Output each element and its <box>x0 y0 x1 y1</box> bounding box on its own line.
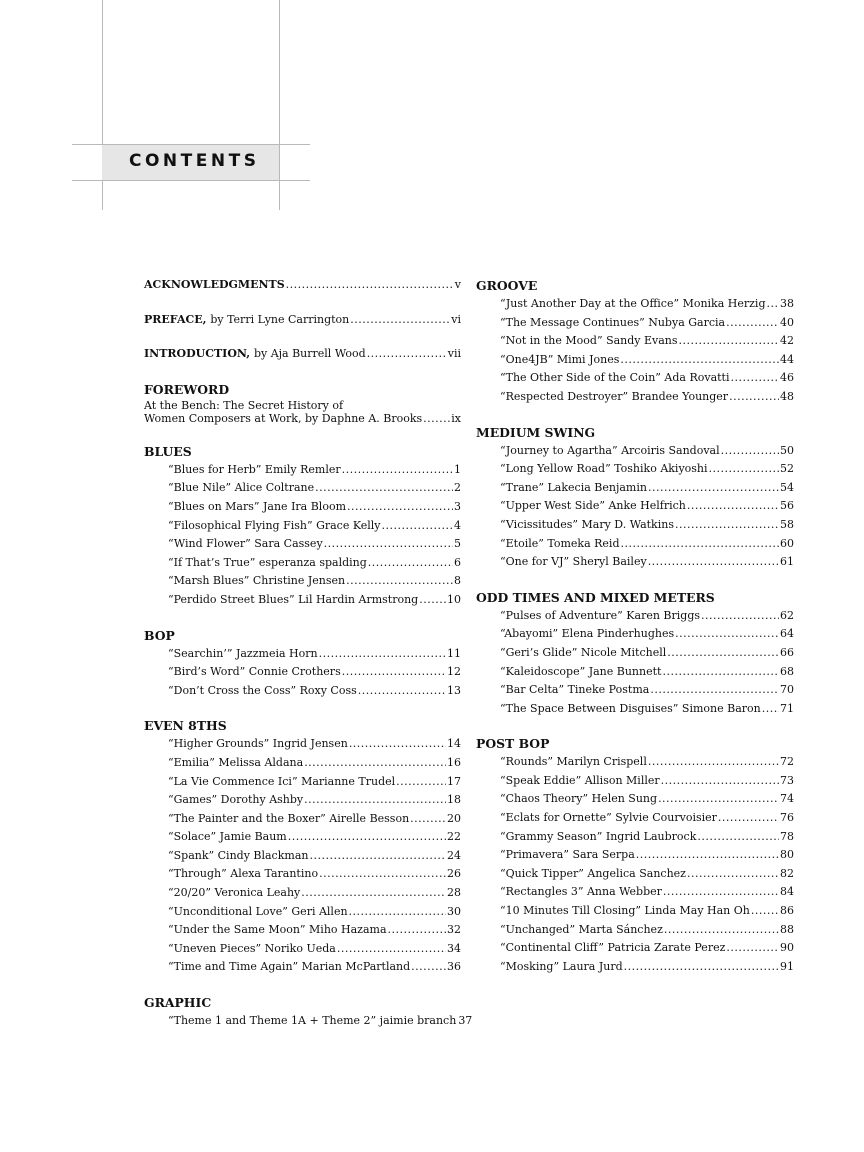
leader-dots <box>620 535 779 554</box>
entry-title: “Unchanged” Marta Sánchez <box>500 922 663 936</box>
leader-dots <box>762 700 779 719</box>
toc-entry[interactable] <box>500 460 794 479</box>
toc-entry[interactable] <box>168 828 461 847</box>
page-number: 62 <box>780 608 794 622</box>
entry-title: “Trane” Lakecia Benjamin <box>500 480 647 494</box>
left-sections <box>144 442 473 1031</box>
toc-entry[interactable] <box>168 903 461 922</box>
toc-entry[interactable] <box>500 351 794 370</box>
page-number: 82 <box>780 866 794 880</box>
entry-title: “Abayomi” Elena Pinderhughes <box>500 627 675 641</box>
leader-dots <box>346 572 453 591</box>
leader-dots <box>396 773 446 792</box>
leader-dots <box>650 681 779 700</box>
toc-entry[interactable] <box>500 921 794 940</box>
toc-entry[interactable] <box>168 940 461 959</box>
section-heading: BOP <box>144 627 175 643</box>
page-number: 40 <box>780 315 794 329</box>
entry-title: “Long Yellow Road” Toshiko Akiyoshi <box>500 462 708 476</box>
entry-title: “Blue Nile” Alice Coltrane <box>168 481 315 495</box>
toc-entry[interactable] <box>500 625 794 644</box>
entry-title: “Higher Grounds” Ingrid Jensen <box>168 737 348 751</box>
leader-dots <box>687 865 779 884</box>
page-number: vii <box>447 347 461 361</box>
toc-entry[interactable] <box>500 553 794 572</box>
leader-dots <box>411 958 446 977</box>
leader-dots <box>367 345 447 364</box>
leader-dots <box>636 846 779 865</box>
leader-dots <box>624 958 779 977</box>
page-number: 70 <box>780 683 794 697</box>
leader-dots <box>286 276 454 295</box>
leader-dots <box>368 554 453 573</box>
section-heading: POST BOP <box>476 736 550 752</box>
leader-dots <box>675 625 779 644</box>
toc-entry[interactable] <box>168 958 461 977</box>
section-blues <box>144 442 461 610</box>
toc-entry[interactable] <box>500 865 794 884</box>
foreword-heading: FOREWORD <box>144 381 230 397</box>
toc-entry[interactable] <box>168 1012 473 1031</box>
entry-title: “If That’s True” esperanza spalding <box>168 555 367 569</box>
entry-title: “Blues for Herb” Emily Remler <box>168 462 341 476</box>
entry-title: “The Other Side of the Coin” Ada Rovatti <box>500 371 730 385</box>
page-number: 66 <box>780 645 794 659</box>
page-number: vi <box>451 312 461 326</box>
front-matter-byline: by Terri Lyne Carrington <box>210 312 350 326</box>
leader-dots <box>751 902 779 921</box>
section-graphic <box>144 993 473 1031</box>
toc-entry[interactable] <box>500 516 794 535</box>
entry-title: “Quick Tipper” Angelica Sanchez <box>500 866 686 880</box>
entry-title: “Just Another Day at the Office” Monika Herzig <box>500 297 766 310</box>
leader-dots <box>648 753 779 772</box>
toc-entry[interactable] <box>168 735 461 754</box>
leader-dots <box>709 460 779 479</box>
toc-entry[interactable] <box>168 498 461 517</box>
page-number: 36 <box>447 960 461 974</box>
page-number: 88 <box>780 922 794 936</box>
entry-title: “The Painter and the Boxer” Airelle Besson <box>168 811 410 825</box>
leader-dots <box>697 828 779 847</box>
page-number: 50 <box>780 443 794 457</box>
entry-title: “The Space Between Disguises” Simone Baron <box>500 701 761 715</box>
toc-entry[interactable] <box>168 754 461 773</box>
leader-dots <box>288 828 446 847</box>
page-number: 71 <box>780 701 794 715</box>
toc-entry[interactable] <box>500 772 794 791</box>
foreword-entry[interactable] <box>144 412 461 426</box>
page-number: 56 <box>780 499 794 513</box>
toc-entry[interactable] <box>500 700 794 719</box>
leader-dots <box>342 461 453 480</box>
page-number: 38 <box>780 297 794 310</box>
toc-entry[interactable] <box>168 810 461 829</box>
toc-entry[interactable] <box>500 790 794 809</box>
section-even-8ths <box>144 716 461 977</box>
leader-dots <box>767 295 780 314</box>
page-number: 44 <box>780 352 794 366</box>
toc-entry[interactable] <box>500 902 794 921</box>
page-number: 61 <box>780 555 794 569</box>
page-number: 68 <box>780 664 794 678</box>
leader-dots <box>667 644 779 663</box>
toc-entry[interactable] <box>168 865 461 884</box>
toc-entry[interactable] <box>168 554 461 573</box>
toc-entry[interactable] <box>168 517 461 536</box>
page-title: CONTENTS <box>129 151 260 171</box>
entry-title: “Emilia” Melissa Aldana <box>168 755 304 769</box>
toc-entry[interactable] <box>500 295 794 314</box>
page-number: 26 <box>447 867 461 881</box>
page-number: 37 <box>458 1014 473 1028</box>
entry-title: “Uneven Pieces” Noriko Ueda <box>168 941 336 955</box>
page-number: 22 <box>447 830 461 844</box>
entry-title: “Solace” Jamie Baum <box>168 830 287 844</box>
leader-dots <box>319 645 446 664</box>
toc-entry[interactable] <box>500 939 794 958</box>
entry-title: “Not in the Mood” Sandy Evans <box>500 334 678 348</box>
page-number: 20 <box>447 811 461 825</box>
front-matter-list <box>144 276 461 364</box>
page-number: v <box>454 278 461 291</box>
toc-entry[interactable] <box>500 644 794 663</box>
entry-title: “Rectangles 3” Anna Webber <box>500 885 662 899</box>
entry-title: “Chaos Theory” Helen Sung <box>500 792 658 806</box>
entry-title: “Bird’s Word” Connie Crothers <box>168 665 341 679</box>
page-number: 86 <box>780 904 794 918</box>
toc-entry[interactable] <box>168 773 461 792</box>
entry-title: “Through” Alexa Tarantino <box>168 867 319 881</box>
entry-title: “Perdido Street Blues” Lil Hardin Armstrong <box>168 592 419 606</box>
leader-dots <box>658 790 779 809</box>
leader-dots <box>701 607 779 626</box>
leader-dots <box>730 369 779 388</box>
page-number: ix <box>451 412 461 426</box>
toc-entry[interactable] <box>168 572 461 591</box>
entry-title: “Geri’s Glide” Nicole Mitchell <box>500 645 667 659</box>
page-number: 58 <box>780 517 794 531</box>
page-number: 72 <box>780 755 794 769</box>
leader-dots <box>648 553 779 572</box>
entry-title: “Mosking” Laura Jurd <box>500 959 623 973</box>
entry-title: “Under the Same Moon” Miho Hazama <box>168 923 387 937</box>
section-odd-times-and-mixed-meters <box>476 588 794 719</box>
toc-column-left <box>144 276 473 1031</box>
leader-dots <box>729 388 779 407</box>
section-heading: BLUES <box>144 443 192 459</box>
leader-dots <box>319 865 446 884</box>
page-number: 84 <box>780 885 794 899</box>
entry-title: “Kaleidoscope” Jane Bunnett <box>500 664 662 678</box>
section-heading: MEDIUM SWING <box>476 424 596 440</box>
entry-title: “Eclats for Ornette” Sylvie Courvoisier <box>500 811 717 825</box>
page-number: 42 <box>780 334 794 348</box>
leader-dots <box>304 754 446 773</box>
leader-dots <box>675 516 779 535</box>
front-matter-title <box>144 276 285 295</box>
toc-entry[interactable] <box>500 681 794 700</box>
entry-title: “10 Minutes Till Closing” Linda May Han Oh <box>500 904 750 918</box>
front-matter-title <box>144 345 366 364</box>
section-medium-swing <box>476 423 794 572</box>
page-number: 3 <box>454 499 461 513</box>
entry-title: “La Vie Commence Ici” Marianne Trudel <box>168 774 396 788</box>
foreword-subtitle-2: Women Composers at Work, by Daphne A. Brooks <box>144 412 423 426</box>
leader-dots <box>337 940 446 959</box>
toc-entry[interactable] <box>168 535 461 554</box>
leader-dots <box>687 497 779 516</box>
leader-dots <box>648 479 779 498</box>
page-number: 8 <box>454 574 461 588</box>
page-number: 18 <box>447 793 461 807</box>
toc-entry[interactable] <box>500 883 794 902</box>
leader-dots <box>726 314 779 333</box>
toc-entry[interactable] <box>500 846 794 865</box>
frame-line-bottom <box>72 180 310 181</box>
toc-entry[interactable] <box>168 591 461 610</box>
foreword-subtitle: At the Bench: The Secret History of <box>144 398 344 412</box>
toc-entry[interactable] <box>500 442 794 461</box>
entry-title: “Journey to Agartha” Arcoiris Sandoval <box>500 443 720 457</box>
page-number: 52 <box>780 462 794 476</box>
leader-dots <box>419 591 446 610</box>
leader-dots <box>721 442 779 461</box>
front-matter-heading: INTRODUCTION, <box>144 347 251 361</box>
page-number: 74 <box>780 792 794 806</box>
section-heading: ODD TIMES AND MIXED METERS <box>476 589 715 605</box>
toc-entry[interactable] <box>500 607 794 626</box>
leader-dots <box>347 498 453 517</box>
toc-entry[interactable] <box>500 479 794 498</box>
page-number: 91 <box>780 959 794 973</box>
page-number: 1 <box>454 462 461 476</box>
entry-title: “Marsh Blues” Christine Jensen <box>168 574 346 588</box>
page-number: 16 <box>447 755 461 769</box>
page-number: 80 <box>780 848 794 862</box>
front-matter-acknowledgments[interactable] <box>144 276 461 295</box>
section-groove <box>476 276 794 407</box>
leader-dots <box>349 903 446 922</box>
toc-column-right <box>476 276 794 976</box>
leader-dots <box>718 809 779 828</box>
toc-entry[interactable] <box>500 753 794 772</box>
page-number: 14 <box>447 737 461 751</box>
page-number: 30 <box>447 904 461 918</box>
toc-entry[interactable] <box>500 828 794 847</box>
page-number: 2 <box>454 481 461 495</box>
entry-title: “20/20” Veronica Leahy <box>168 886 301 900</box>
entry-title: “Rounds” Marilyn Crispell <box>500 755 647 769</box>
leader-dots <box>315 479 453 498</box>
leader-dots <box>309 847 446 866</box>
page-number: 78 <box>780 829 794 843</box>
foreword-block <box>144 380 461 426</box>
entry-title: “Unconditional Love” Geri Allen <box>168 904 348 918</box>
entry-title: “Searchin’” Jazzmeia Horn <box>168 646 318 660</box>
leader-dots <box>726 939 779 958</box>
page-number: 4 <box>454 518 461 532</box>
entry-title: “Blues on Mars” Jane Ira Bloom <box>168 499 347 513</box>
section-bop <box>144 626 461 701</box>
toc-entry[interactable] <box>500 332 794 351</box>
toc-entry[interactable] <box>500 369 794 388</box>
frame-line-top <box>72 144 310 145</box>
toc-entry[interactable] <box>168 645 461 664</box>
entry-title: “Respected Destroyer” Brandee Younger <box>500 389 729 403</box>
front-matter-byline: by Aja Burrell Wood <box>253 347 366 361</box>
page-number: 12 <box>447 665 461 679</box>
leader-dots <box>410 810 446 829</box>
page-number: 76 <box>780 811 794 825</box>
toc-entry[interactable] <box>168 884 461 903</box>
leader-dots <box>358 682 446 701</box>
toc-entry[interactable] <box>500 314 794 333</box>
toc-entry[interactable] <box>168 791 461 810</box>
page-number: 5 <box>454 537 461 551</box>
section-heading: GROOVE <box>476 278 538 293</box>
page-number: 64 <box>780 627 794 641</box>
toc-entry[interactable] <box>168 479 461 498</box>
entry-title: “Theme 1 and Theme 1A + Theme 2” jaimie branch <box>168 1014 457 1028</box>
section-heading: GRAPHIC <box>144 995 212 1011</box>
leader-dots <box>661 772 779 791</box>
page-number: 73 <box>780 773 794 787</box>
toc-entry[interactable] <box>500 497 794 516</box>
entry-title: “Wind Flower” Sara Cassey <box>168 537 323 551</box>
leader-dots <box>423 412 450 426</box>
leader-dots <box>620 351 779 370</box>
entry-title: “Grammy Season” Ingrid Laubrock <box>500 829 697 843</box>
leader-dots <box>663 883 779 902</box>
leader-dots <box>324 535 453 554</box>
leader-dots <box>349 735 446 754</box>
page-number: 54 <box>780 480 794 494</box>
entry-title: “Spank” Cindy Blackman <box>168 848 309 862</box>
leader-dots <box>679 332 779 351</box>
toc-entry[interactable] <box>168 663 461 682</box>
page-number: 60 <box>780 536 794 550</box>
entry-title: “Continental Cliff” Patricia Zarate Perez <box>500 941 726 955</box>
leader-dots <box>662 663 779 682</box>
entry-title: “Vicissitudes” Mary D. Watkins <box>500 517 674 531</box>
page-number: 28 <box>447 886 461 900</box>
page-number: 90 <box>780 941 794 955</box>
front-matter-heading: PREFACE, <box>144 312 207 326</box>
entry-title: “Upper West Side” Anke Helfrich <box>500 499 686 513</box>
front-matter-heading: ACKNOWLEDGMENTS <box>144 278 285 291</box>
page-number: 17 <box>447 774 461 788</box>
toc-entry[interactable] <box>500 535 794 554</box>
toc-entry[interactable] <box>500 663 794 682</box>
page-number: 13 <box>447 683 461 697</box>
leader-dots <box>301 884 446 903</box>
page-number: 10 <box>447 592 461 606</box>
frame-line-right <box>279 0 280 210</box>
entry-title: “Bar Celta” Tineke Postma <box>500 683 650 697</box>
leader-dots <box>304 791 446 810</box>
entry-title: “Pulses of Adventure” Karen Briggs <box>500 608 701 622</box>
entry-title: “One for VJ” Sheryl Bailey <box>500 555 647 569</box>
toc-entry[interactable] <box>500 958 794 977</box>
toc-entry[interactable] <box>168 682 461 701</box>
page-number: 48 <box>780 389 794 403</box>
leader-dots <box>342 663 446 682</box>
section-heading: EVEN 8THS <box>144 718 227 734</box>
entry-title: “Filosophical Flying Fish” Grace Kelly <box>168 518 381 532</box>
entry-title: “Speak Eddie” Allison Miller <box>500 773 660 787</box>
right-sections <box>476 276 794 976</box>
page-number: 46 <box>780 371 794 385</box>
toc-entry[interactable] <box>500 809 794 828</box>
leader-dots <box>388 921 446 940</box>
toc-entry[interactable] <box>168 921 461 940</box>
page-number: 32 <box>447 923 461 937</box>
page-number: 24 <box>447 848 461 862</box>
toc-entry[interactable] <box>168 461 461 480</box>
entry-title: “Time and Time Again” Marian McPartland <box>168 960 411 974</box>
page-number: 11 <box>447 646 461 660</box>
entry-title: “The Message Continues” Nubya Garcia <box>500 315 726 329</box>
page-number: 6 <box>454 555 461 569</box>
front-matter-introduction[interactable] <box>144 345 461 364</box>
toc-entry[interactable] <box>168 847 461 866</box>
entry-title: “Primavera” Sara Serpa <box>500 848 635 862</box>
leader-dots <box>350 311 450 330</box>
entry-title: “Games” Dorothy Ashby <box>168 793 304 807</box>
entry-title: “Don’t Cross the Coss” Roxy Coss <box>168 683 357 697</box>
toc-entry[interactable] <box>500 388 794 407</box>
entry-title: “One4JB” Mimi Jones <box>500 352 620 366</box>
leader-dots <box>382 517 453 536</box>
front-matter-title <box>144 311 349 330</box>
section-post-bop <box>476 734 794 976</box>
entry-title: “Etoile” Tomeka Reid <box>500 536 620 550</box>
page-number: 34 <box>447 941 461 955</box>
leader-dots <box>664 921 779 940</box>
front-matter-preface[interactable] <box>144 311 461 330</box>
